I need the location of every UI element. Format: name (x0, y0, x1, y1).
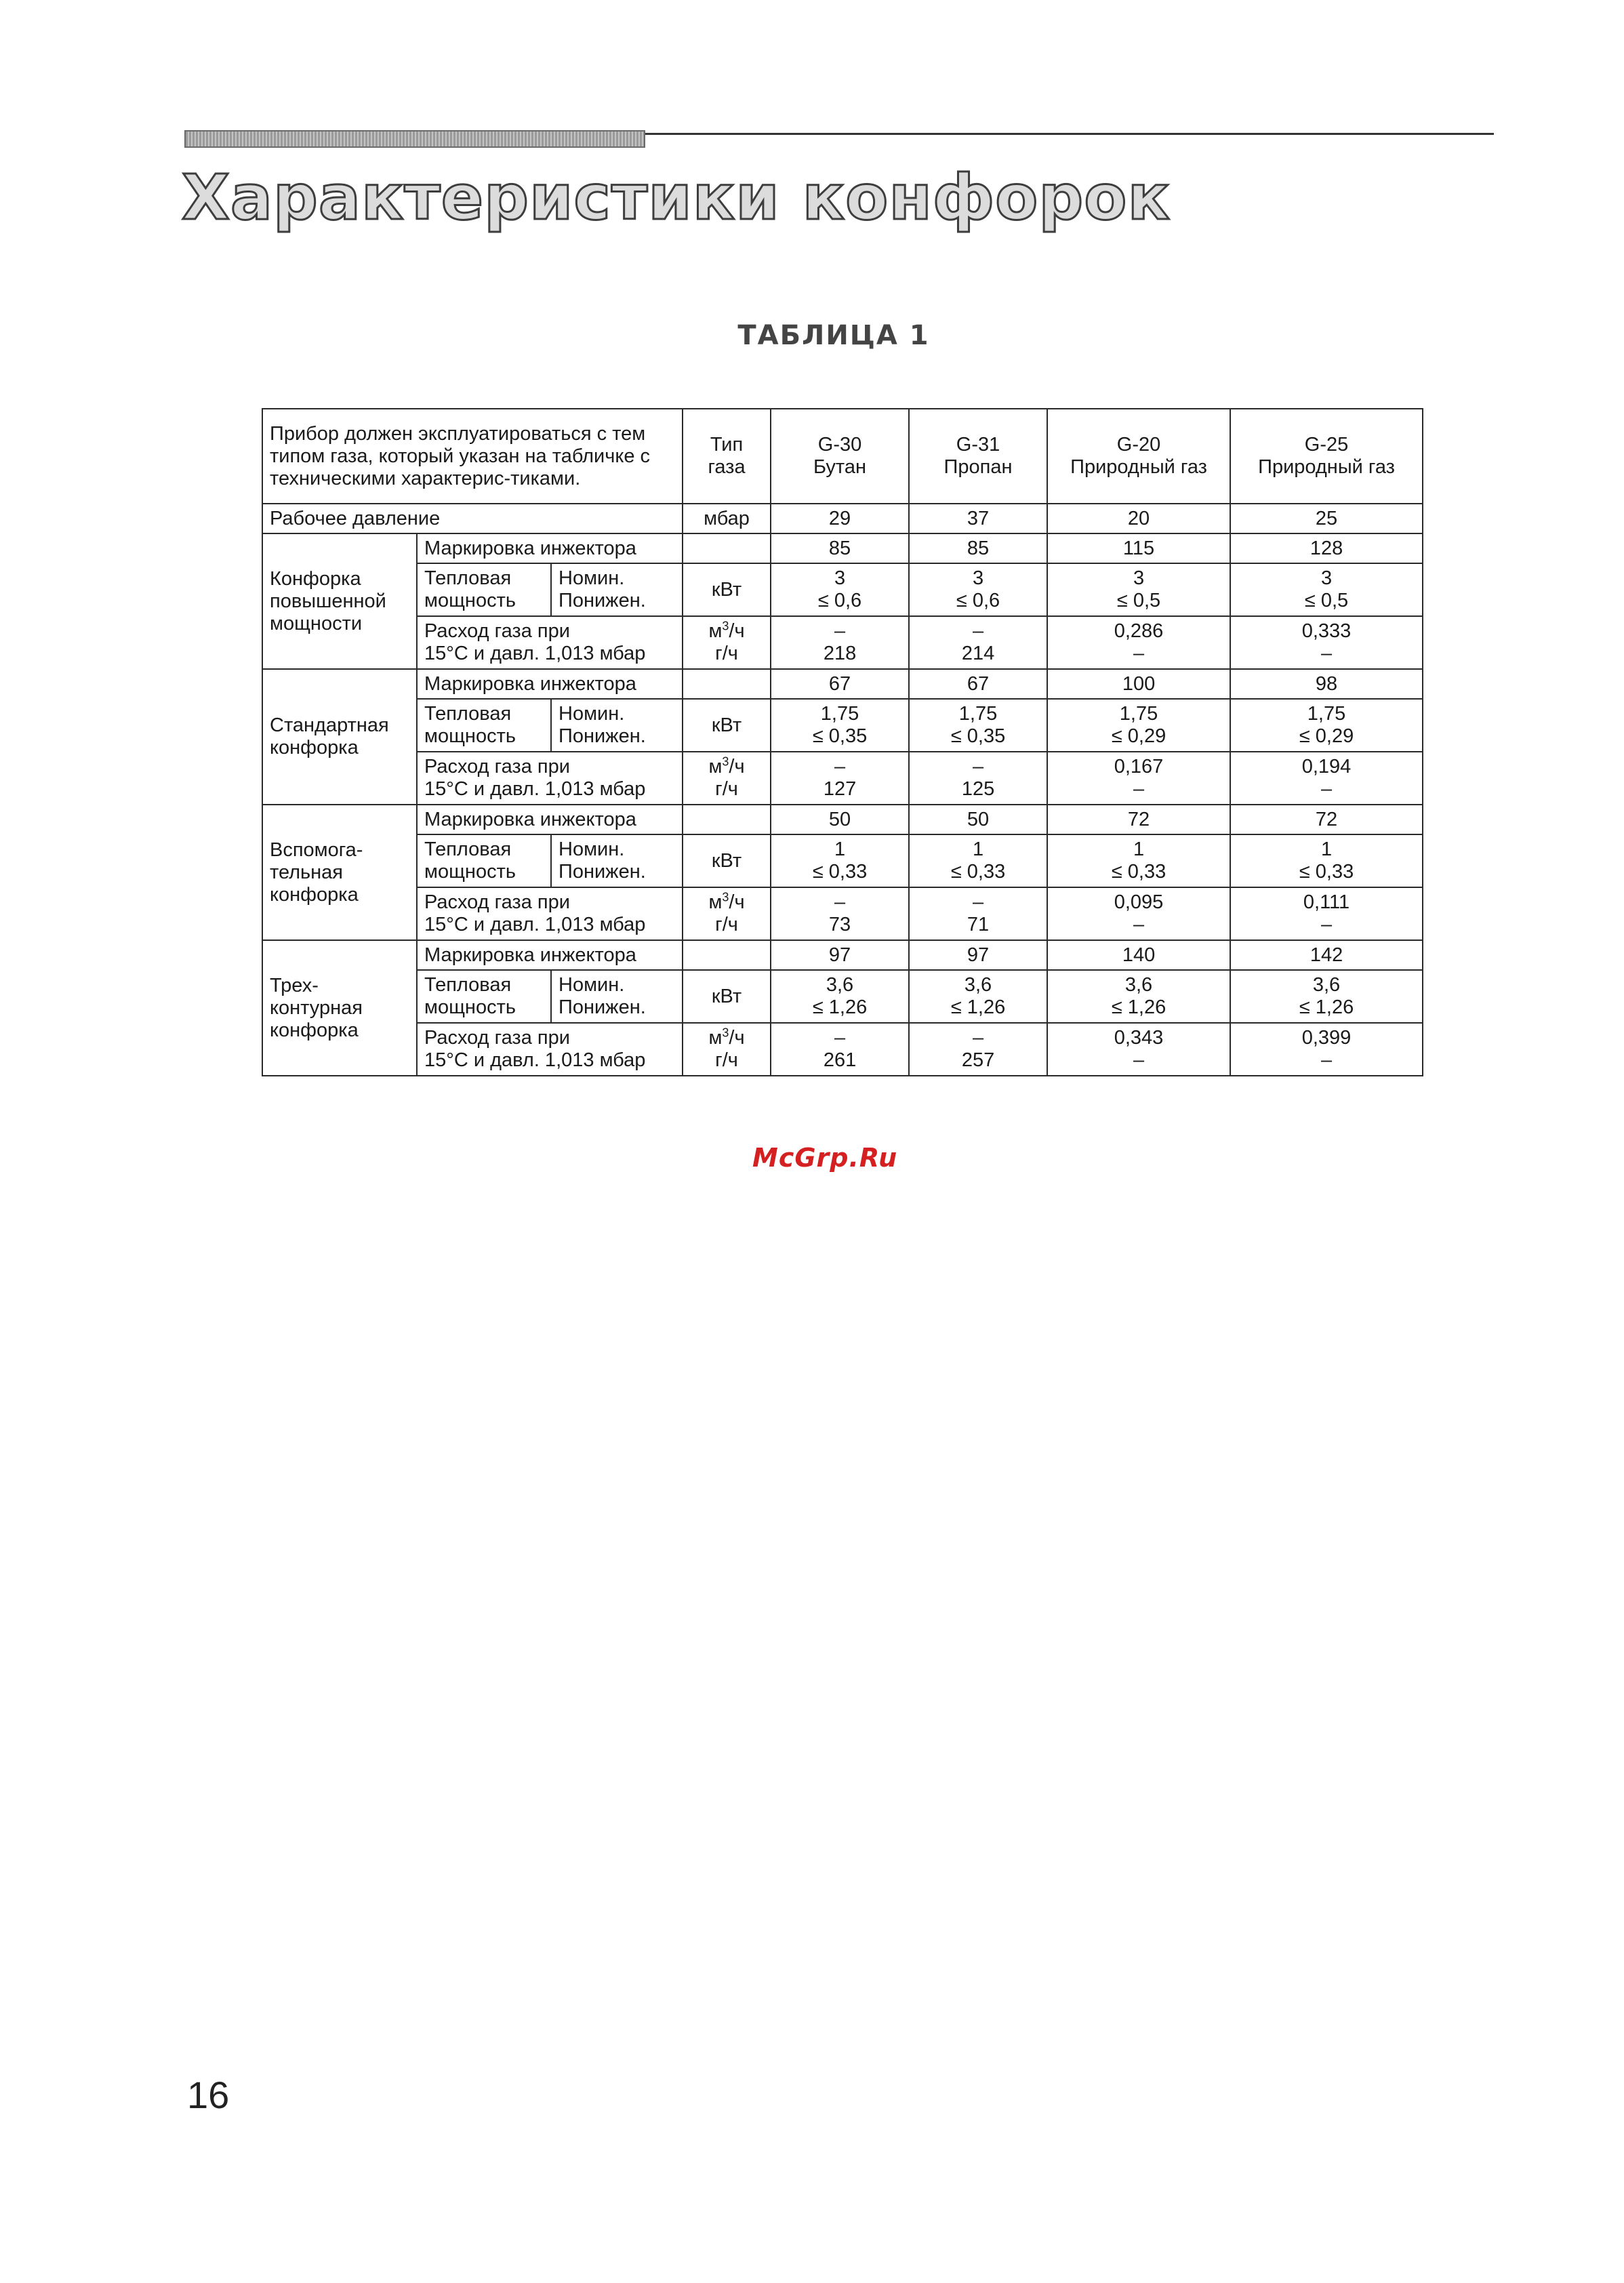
burner-name (262, 533, 417, 669)
power-value-bottom: ≤ 0,29 (1299, 725, 1354, 747)
flow-value (909, 752, 1047, 805)
gas-name: Природный газ (1070, 456, 1207, 478)
power-value (909, 834, 1047, 887)
flow-value-bottom: 125 (961, 778, 995, 800)
flow-value-top: 0,194 (1301, 756, 1352, 777)
gas-flow-line-1: Расход газа при (424, 891, 570, 913)
table-caption: ТАБЛИЦА 1 (737, 320, 930, 351)
flow-value (771, 752, 909, 805)
injector-value: 85 (771, 533, 909, 563)
power-value-bottom: ≤ 1,26 (812, 996, 868, 1018)
unit-m3h-rest: /ч (729, 756, 745, 777)
working-pressure-row (262, 504, 1423, 533)
burner-name-line: тельная (270, 861, 343, 883)
flow-value-top: – (972, 756, 984, 777)
burner-name-line: конфорка (270, 737, 359, 759)
unit-m3h-sup: 3 (722, 1026, 729, 1040)
power-value-top: 1 (972, 839, 984, 860)
nominal-label: Номин. (559, 839, 625, 860)
flow-value (1047, 887, 1230, 940)
flow-value-bottom: 257 (961, 1049, 995, 1071)
gas-code: G-25 (1304, 434, 1349, 456)
flow-value-top: 0,286 (1114, 620, 1164, 642)
power-unit: кВт (683, 970, 771, 1023)
unit-m3h (690, 1027, 763, 1049)
unit-m3h-sup: 3 (722, 754, 729, 769)
power-value-top: 1 (834, 839, 846, 860)
gas-flow-label (417, 887, 683, 940)
power-value-bottom: ≤ 0,33 (812, 861, 868, 883)
gas-flow-label (417, 752, 683, 805)
watermark: McGrp.Ru (752, 1143, 898, 1173)
injector-value: 128 (1230, 533, 1423, 563)
empty-unit-cell (683, 805, 771, 834)
injector-label: Маркировка инжектора (417, 940, 683, 970)
power-value (1047, 970, 1230, 1023)
power-value-top: 3,6 (1124, 974, 1153, 996)
injector-value: 142 (1230, 940, 1423, 970)
burner-name (262, 940, 417, 1076)
power-value-bottom: ≤ 1,26 (1111, 996, 1166, 1018)
heat-power-label (417, 563, 551, 616)
empty-unit-cell (683, 533, 771, 563)
flow-value-bottom: – (1320, 778, 1333, 800)
gas-name: Пропан (943, 456, 1013, 478)
flow-value (909, 1023, 1047, 1076)
injector-row (262, 805, 1423, 834)
gas-code: G-31 (956, 434, 1000, 456)
power-value-top: 3,6 (826, 974, 854, 996)
page-number: 16 (187, 2074, 230, 2116)
flow-value-bottom: – (1133, 643, 1145, 664)
power-value (771, 563, 909, 616)
gas-type-label-1: Тип (710, 434, 744, 456)
unit-gh: г/ч (715, 778, 738, 800)
power-value-bottom: ≤ 0,29 (1111, 725, 1166, 747)
flow-value-top: 0,399 (1301, 1027, 1352, 1049)
power-value-top: 1,75 (1307, 703, 1346, 725)
power-value-bottom: ≤ 0,35 (812, 725, 868, 747)
working-pressure-value: 20 (1047, 504, 1230, 533)
injector-value: 50 (909, 805, 1047, 834)
burner-name-line: Стандартная (270, 714, 389, 736)
heat-power-line-1: Тепловая (424, 567, 512, 589)
empty-unit-cell (683, 940, 771, 970)
power-value-top: 3 (1320, 567, 1333, 589)
flow-value-bottom: – (1320, 914, 1333, 935)
flow-value-bottom: 73 (828, 914, 851, 935)
burner-name-line: Вспомога- (270, 839, 363, 861)
table-header-row (262, 409, 1423, 504)
gas-flow-label (417, 1023, 683, 1076)
power-value-top: 3,6 (964, 974, 992, 996)
burner-name-line: конфорка (270, 1019, 359, 1041)
flow-value-bottom: – (1133, 914, 1145, 935)
unit-m3h-base: м (708, 1027, 723, 1049)
power-row (262, 699, 1423, 752)
injector-value: 67 (909, 669, 1047, 699)
injector-value: 72 (1047, 805, 1230, 834)
flow-value-bottom: 218 (823, 643, 857, 664)
injector-row (262, 669, 1423, 699)
flow-value-top: – (834, 891, 846, 913)
flow-value-top: 0,333 (1301, 620, 1352, 642)
power-value (771, 834, 909, 887)
working-pressure-unit: мбар (683, 504, 771, 533)
injector-label: Маркировка инжектора (417, 533, 683, 563)
flow-value-top: – (972, 891, 984, 913)
flow-value (1230, 887, 1423, 940)
unit-gh: г/ч (715, 643, 738, 664)
header-rule (645, 133, 1494, 135)
flow-value-bottom: – (1320, 1049, 1333, 1071)
gas-name: Бутан (813, 456, 867, 478)
flow-value-bottom: – (1133, 778, 1145, 800)
injector-value: 115 (1047, 533, 1230, 563)
power-mode-label (551, 970, 683, 1023)
burner-name (262, 805, 417, 940)
gas-flow-line-2: 15°С и давл. 1,013 мбар (424, 914, 646, 935)
power-mode-label (551, 563, 683, 616)
gas-column-header (909, 409, 1047, 504)
heat-power-line-1: Тепловая (424, 839, 512, 860)
power-row (262, 970, 1423, 1023)
power-value-top: 1,75 (958, 703, 998, 725)
power-value-bottom: ≤ 0,6 (817, 590, 862, 611)
gas-flow-line-1: Расход газа при (424, 1027, 570, 1049)
flow-value-top: – (972, 1027, 984, 1049)
unit-m3h-rest: /ч (729, 1027, 745, 1049)
flow-value-top: – (972, 620, 984, 642)
injector-value: 72 (1230, 805, 1423, 834)
nominal-label: Номин. (559, 974, 625, 996)
flow-value-top: – (834, 756, 846, 777)
gas-column-header (771, 409, 909, 504)
nominal-label: Номин. (559, 703, 625, 725)
gas-code: G-20 (1116, 434, 1161, 456)
flow-value (771, 1023, 909, 1076)
power-value (771, 970, 909, 1023)
power-unit: кВт (683, 563, 771, 616)
unit-m3h-rest: /ч (729, 891, 745, 913)
injector-value: 98 (1230, 669, 1423, 699)
heat-power-line-2: мощность (424, 725, 516, 747)
flow-value (1047, 616, 1230, 669)
flow-value (771, 887, 909, 940)
injector-row (262, 533, 1423, 563)
gas-code: G-30 (817, 434, 862, 456)
power-value-bottom: ≤ 0,5 (1304, 590, 1349, 611)
power-value-top: 1,75 (1119, 703, 1158, 725)
unit-m3h (690, 891, 763, 914)
flow-value-bottom: 261 (823, 1049, 857, 1071)
power-value-top: 1 (1133, 839, 1145, 860)
power-value (1230, 834, 1423, 887)
heat-power-label (417, 970, 551, 1023)
power-mode-label (551, 699, 683, 752)
power-value-bottom: ≤ 1,26 (1299, 996, 1354, 1018)
intro-cell: Прибор должен эксплуатироваться с тем типом газа, который указан на табличке с техническими характерис-тиками. (262, 409, 683, 504)
power-value (1230, 699, 1423, 752)
power-value (1047, 699, 1230, 752)
flow-value (909, 887, 1047, 940)
power-value (1230, 970, 1423, 1023)
power-value (909, 970, 1047, 1023)
power-unit: кВт (683, 834, 771, 887)
burner-name-line: Трех- (270, 974, 319, 996)
working-pressure-value: 25 (1230, 504, 1423, 533)
working-pressure-value: 29 (771, 504, 909, 533)
flow-value-top: 0,111 (1303, 891, 1350, 913)
gas-flow-line-2: 15°С и давл. 1,013 мбар (424, 643, 646, 664)
unit-gh: г/ч (715, 914, 738, 935)
gas-name: Природный газ (1258, 456, 1395, 478)
injector-value: 97 (771, 940, 909, 970)
heat-power-line-2: мощность (424, 861, 516, 883)
injector-value: 97 (909, 940, 1047, 970)
power-value-top: 3 (1133, 567, 1145, 589)
burner-name-line: повышенной (270, 590, 386, 612)
flow-value (1047, 752, 1230, 805)
heat-power-line-2: мощность (424, 996, 516, 1018)
injector-value: 85 (909, 533, 1047, 563)
flow-units (683, 1023, 771, 1076)
flow-value (1230, 1023, 1423, 1076)
page-title: Характеристики конфорок (182, 161, 1171, 234)
gas-flow-line-2: 15°С и давл. 1,013 мбар (424, 778, 646, 800)
injector-value: 140 (1047, 940, 1230, 970)
power-value-bottom: ≤ 0,35 (950, 725, 1006, 747)
flow-value-bottom: 127 (823, 778, 857, 800)
injector-value: 50 (771, 805, 909, 834)
power-row (262, 834, 1423, 887)
flow-value-bottom: 71 (967, 914, 990, 935)
flow-value (1047, 1023, 1230, 1076)
nominal-label: Номин. (559, 567, 625, 589)
gas-flow-line-1: Расход газа при (424, 620, 570, 642)
unit-m3h-base: м (708, 756, 723, 777)
power-value (909, 699, 1047, 752)
power-value-bottom: ≤ 0,6 (956, 590, 1000, 611)
gas-column-header (1230, 409, 1423, 504)
heat-power-label (417, 834, 551, 887)
unit-m3h-sup: 3 (722, 619, 729, 633)
flow-value (909, 616, 1047, 669)
flow-value-bottom: – (1320, 643, 1333, 664)
flow-units (683, 887, 771, 940)
heat-power-line-1: Тепловая (424, 974, 512, 996)
gas-type-label-2: газа (708, 456, 746, 478)
burner-name (262, 669, 417, 805)
gas-column-header (1047, 409, 1230, 504)
flow-value (1230, 752, 1423, 805)
flow-value-bottom: 214 (961, 643, 995, 664)
power-value-bottom: ≤ 0,33 (950, 861, 1006, 883)
power-mode-label (551, 834, 683, 887)
flow-value-top: 0,343 (1114, 1027, 1164, 1049)
burner-name-line: конфорка (270, 883, 359, 906)
power-value-bottom: ≤ 0,33 (1299, 861, 1354, 883)
unit-m3h-base: м (708, 620, 723, 642)
injector-value: 100 (1047, 669, 1230, 699)
reduced-label: Понижен. (559, 996, 646, 1018)
flow-row (262, 1023, 1423, 1076)
injector-label: Маркировка инжектора (417, 805, 683, 834)
power-value (1047, 563, 1230, 616)
header-bar (184, 130, 645, 148)
working-pressure-value: 37 (909, 504, 1047, 533)
heat-power-line-2: мощность (424, 590, 516, 611)
flow-value-bottom: – (1133, 1049, 1145, 1071)
power-row (262, 563, 1423, 616)
unit-gh: г/ч (715, 1049, 738, 1071)
heat-power-label (417, 699, 551, 752)
power-value-bottom: ≤ 1,26 (950, 996, 1006, 1018)
reduced-label: Понижен. (559, 725, 646, 747)
flow-units (683, 616, 771, 669)
injector-row (262, 940, 1423, 970)
flow-units (683, 752, 771, 805)
working-pressure-label: Рабочее давление (262, 504, 683, 533)
power-unit: кВт (683, 699, 771, 752)
flow-row (262, 616, 1423, 669)
unit-m3h-base: м (708, 891, 723, 913)
power-value-top: 3 (834, 567, 846, 589)
specs-table (262, 408, 1423, 1076)
unit-m3h (690, 756, 763, 778)
flow-value-top: 0,095 (1114, 891, 1164, 913)
gas-type-header (683, 409, 771, 504)
flow-row (262, 887, 1423, 940)
power-value (1047, 834, 1230, 887)
unit-m3h-sup: 3 (722, 890, 729, 904)
empty-unit-cell (683, 669, 771, 699)
flow-value-top: 0,167 (1114, 756, 1164, 777)
unit-m3h-rest: /ч (729, 620, 745, 642)
reduced-label: Понижен. (559, 861, 646, 883)
injector-value: 67 (771, 669, 909, 699)
power-value-top: 1,75 (820, 703, 859, 725)
power-value (1230, 563, 1423, 616)
power-value-bottom: ≤ 0,5 (1116, 590, 1161, 611)
flow-value-top: – (834, 1027, 846, 1049)
flow-value-top: – (834, 620, 846, 642)
burner-name-line: Конфорка (270, 567, 361, 590)
gas-flow-label (417, 616, 683, 669)
gas-flow-line-1: Расход газа при (424, 756, 570, 777)
power-value-top: 1 (1320, 839, 1333, 860)
power-value-bottom: ≤ 0,33 (1111, 861, 1166, 883)
power-value (771, 699, 909, 752)
flow-value (1230, 616, 1423, 669)
power-value-top: 3 (972, 567, 984, 589)
flow-value (771, 616, 909, 669)
heat-power-line-1: Тепловая (424, 703, 512, 725)
burner-name-line: мощности (270, 612, 363, 634)
flow-row (262, 752, 1423, 805)
injector-label: Маркировка инжектора (417, 669, 683, 699)
gas-flow-line-2: 15°С и давл. 1,013 мбар (424, 1049, 646, 1071)
power-value-top: 3,6 (1312, 974, 1341, 996)
reduced-label: Понижен. (559, 590, 646, 611)
burner-name-line: контурная (270, 996, 363, 1019)
power-value (909, 563, 1047, 616)
unit-m3h (690, 620, 763, 643)
